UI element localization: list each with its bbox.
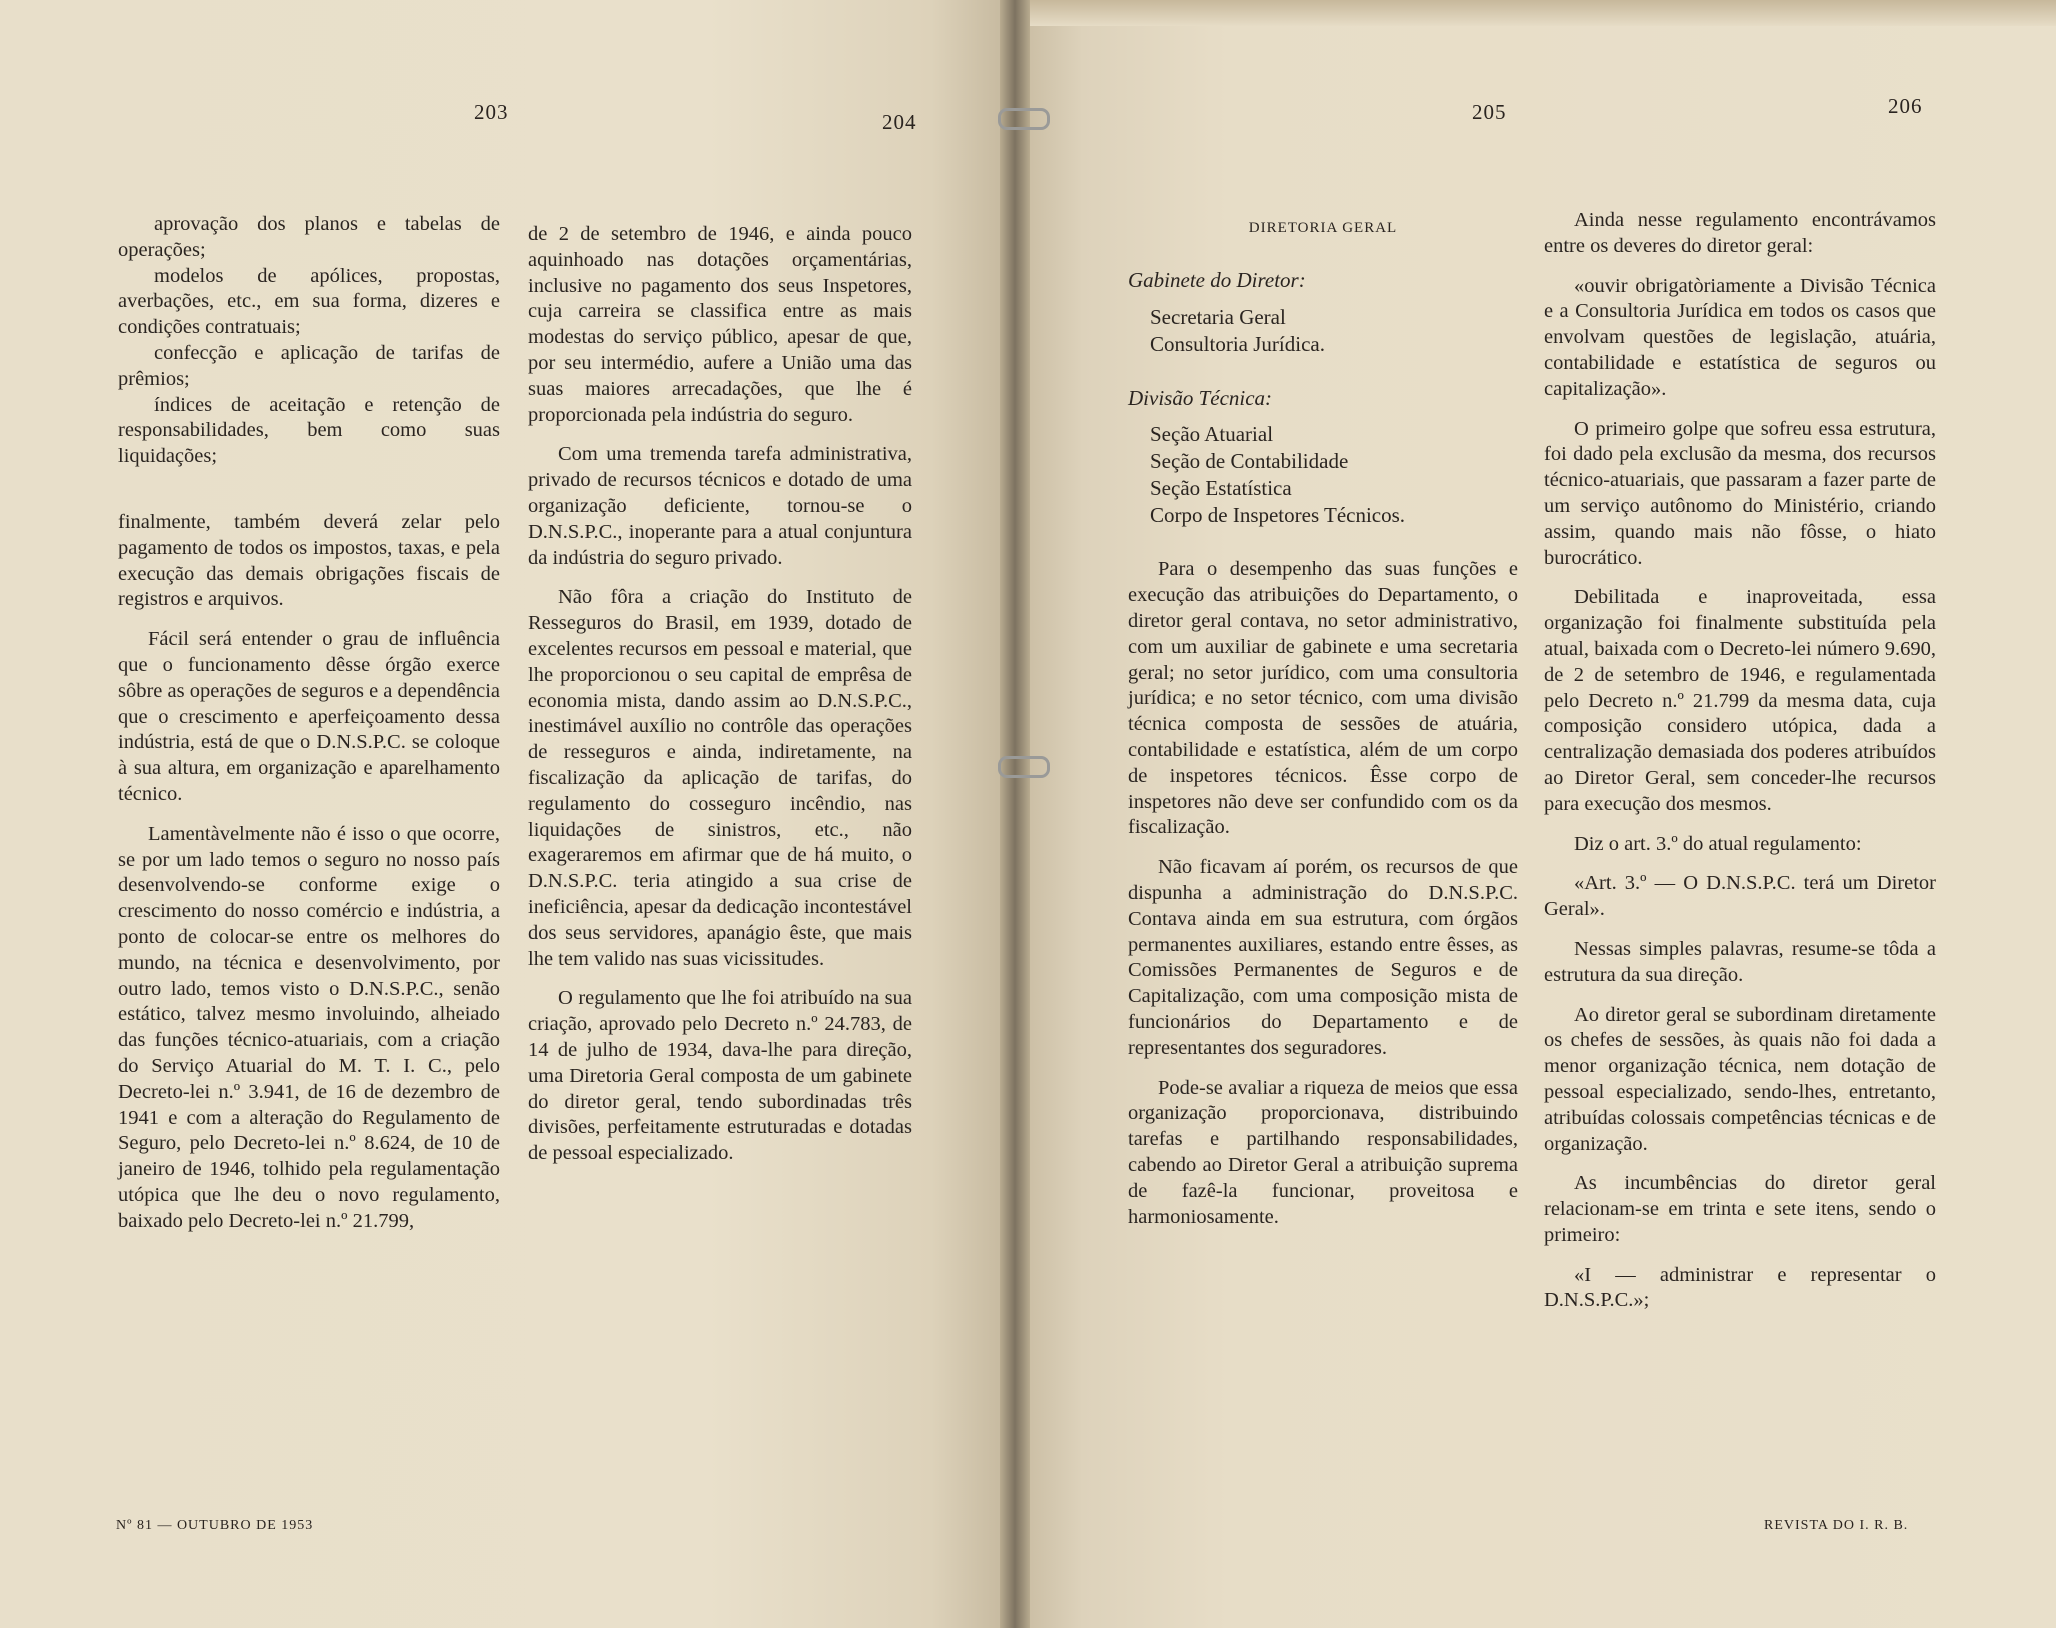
divisao-list [1150,421,1518,529]
paragraph: Não ficavam aí porém, os recursos de que dispunha a administração do D.N.S.P.C. Contava ainda em sua estrutura, com órgãos permanentes auxiliares, estando entre êsses, as Comissões Permanentes de Seguros e de Capitalização, com uma composição mista de funcionários do Departamento e de representantes dos seguradores. [1128,856,1518,1059]
book-gutter [1000,0,1030,1628]
paragraph: Fácil será entender o grau de influência que o funcionamento dêsse órgão exerce sôbre as operações de seguros e a dependência que o crescimento e aperfeiçoamento dessa indústria, está de que o D.N.S.P.C. se coloque à sua altura, em organização e aparelhamento técnico. [118,628,500,805]
paragraph: de 2 de setembro de 1946, e ainda pouco aquinhoado nas dotações orçamentárias, inclusive no pagamento dos seus Inspetores, cuja carreira se classifica entre as mais modestas do serviço público, apesar de que, por seu intermédio, aufere a União uma das suas maiores arrecadações, que lhe é proporcionada pela indústria do seguro. [528,223,912,426]
footer-journal: REVISTA DO I. R. B. [1764,1518,1909,1533]
paragraph: «Art. 3.º — O D.N.S.P.C. terá um Diretor Geral». [1544,872,1936,921]
list-item: Seção Estatística [1150,476,1292,501]
gabinete-list [1150,304,1518,358]
paragraph: Nessas simples palavras, resume-se tôda a estrutura da sua direção. [1544,937,1936,986]
page-205-column [1128,216,1518,1244]
list-item: Secretaria Geral [1150,304,1286,329]
paragraph: O regulamento que lhe foi atribuído na sua criação, aprovado pelo Decreto n.º 24.783, de 14 de julho de 1934, dava-lhe para direção, uma Diretoria Geral composta de um gabinete do diretor geral, tendo subordinadas três divisões, perfeitamente estruturadas e dotadas de pessoal especializado. [528,987,912,1165]
list-item: Seção Atuarial [1150,422,1274,447]
paragraph: «I — administrar e representar o D.N.S.P.C.»; [1544,1263,1936,1312]
paragraph: «ouvir obrigatòriamente a Divisão Técnica e a Consultoria Jurídica em todos os casos que envolvam questões de legislação, atuária, contabilidade e estatística de seguros ou capitalização». [1544,274,1936,400]
staple-top [998,108,1050,130]
page-number-203: 203 [474,100,509,124]
page-number-205: 205 [1472,100,1507,124]
staple-middle [998,756,1050,778]
paragraph: índices de aceitação e retenção de responsabilidades, bem como suas liquidações; [118,393,500,468]
paragraph: Pode-se avaliar a riqueza de meios que essa organização proporcionava, distribuindo tarefas e partilhando responsabilidades, cabendo ao Diretor Geral a atribuição suprema de fazê-la funcionar, proveitosa e harmoniosamente. [1128,1076,1518,1228]
paragraph: Diz o art. 3.º do atual regulamento: [1574,832,1862,855]
paragraph: finalmente, também deverá zelar pelo pagamento de todos os impostos, taxas, e pela execução das demais obrigações fiscais de registros e arquivos. [118,510,500,611]
paragraph: Ao diretor geral se subordinam diretamente os chefes de sessões, às quais não foi dada a menor organização técnica, nem dotação de pessoal especializado, sendo-lhes, entretanto, atribuídas colossais competências técnicas e de organização. [1544,1003,1936,1155]
paragraph: aprovação dos planos e tabelas de operações; [118,213,500,261]
list-item: Corpo de Inspetores Técnicos. [1150,503,1406,528]
footer-issue: Nº 81 — OUTUBRO DE 1953 [116,1518,314,1533]
page-204-column [528,222,912,1181]
page-top-edge [1020,0,2056,26]
section-heading: DIRETORIA GERAL [1248,220,1398,236]
page-203-column [118,212,500,1248]
paragraph: O primeiro golpe que sofreu essa estrutura, foi dado pela exclusão da mesma, dos recursos técnico-atuariais, que passaram a fazer parte de um serviço autônomo do Ministério, criando assim, quando mais não fôsse, o hiato burocrático. [1544,417,1936,569]
list-item: Consultoria Jurídica. [1150,331,1325,356]
gabinete-title: Gabinete do Diretor: [1128,267,1306,292]
page-206-column [1544,208,1936,1328]
paragraph: Com uma tremenda tarefa administrativa, privado de recursos técnicos e dotado de uma organização deficiente, tornou-se o D.N.S.P.C., inoperante para a atual conjuntura da indústria do seguro privado. [528,443,912,569]
paragraph: Lamentàvelmente não é isso o que ocorre, se por um lado temos o seguro no nosso país desenvolvendo-se conforme exige o crescimento do nosso comércio e indústria, a ponto de colocar-se entre os melhores do mundo, na técnica e desenvolvimento, por outro lado, temos visto o D.N.S.P.C., senão estático, talvez mesmo involuindo, alheiado das funções técnico-atuariais, com a criação do Serviço Atuarial do M. T. I. C., pelo Decreto-lei n.º 3.941, de 16 de dezembro de 1941 e com a alteração do Regulamento de Seguro, pelo Decreto-lei n.º 8.624, de 10 de janeiro de 1946, tolhido pela regulamentação utópica que lhe deu o novo regulamento, baixado pelo Decreto-lei n.º 21.799, [118,822,500,1232]
page-number-204: 204 [882,110,917,134]
paragraph: As incumbências do diretor geral relacionam-se em trinta e sete itens, sendo o primeiro: [1544,1172,1936,1246]
paragraph: Ainda nesse regulamento encontrávamos entre os deveres do diretor geral: [1544,209,1936,257]
paragraph: modelos de apólices, propostas, averbações, etc., em sua forma, dizeres e condições contratuais; [118,264,500,339]
divisao-title: Divisão Técnica: [1128,385,1273,410]
page-number-206: 206 [1888,94,1923,118]
paragraph: Debilitada e inaproveitada, essa organização foi finalmente substituída pela atual, baixada com o Decreto-lei número 9.690, de 2 de setembro de 1946, e regulamentada pelo Decreto n.º 21.799 da mesma data, cuja composição considero utópica, dada a centralização demasiada dos poderes atribuídos ao Diretor Geral, sem conceder-lhe recursos para execução dos mesmos. [1544,586,1936,815]
paragraph: confecção e aplicação de tarifas de prêmios; [118,341,500,390]
paragraph: Para o desempenho das suas funções e execução das atribuições do Departamento, o diretor geral contava, no setor administrativo, com um auxiliar de gabinete e uma secretaria geral; no setor jurídico, com uma consultoria jurídica; e no setor técnico, com uma divisão técnica composta de sessões de atuária, contabilidade e estatística, além de um corpo de inspetores técnicos. Êsse corpo de inspetores não deve ser confundido com os da fiscalização. [1128,558,1518,839]
paragraph: Não fôra a criação do Instituto de Resseguros do Brasil, em 1939, dotado de excelentes recursos em pessoal e material, que lhe proporcionou o seu capital de emprêsa de economia mista, dando assim ao D.N.S.P.C., inestimável auxílio no contrôle das operações de resseguros e ainda, indiretamente, na fiscalização da aplicação de tarifas, do regulamento do cosseguro incêndio, nas liquidações de sinistros, etc., não exageraremos em afirmar que de há muito, o D.N.S.P.C. teria atingido a sua crise de ineficiência, apesar da dedicação incontestável dos seus servidores, apanágio êste, que mais lhe tem valido nas suas vicissitudes. [528,586,912,970]
list-item: Seção de Contabilidade [1150,449,1349,474]
